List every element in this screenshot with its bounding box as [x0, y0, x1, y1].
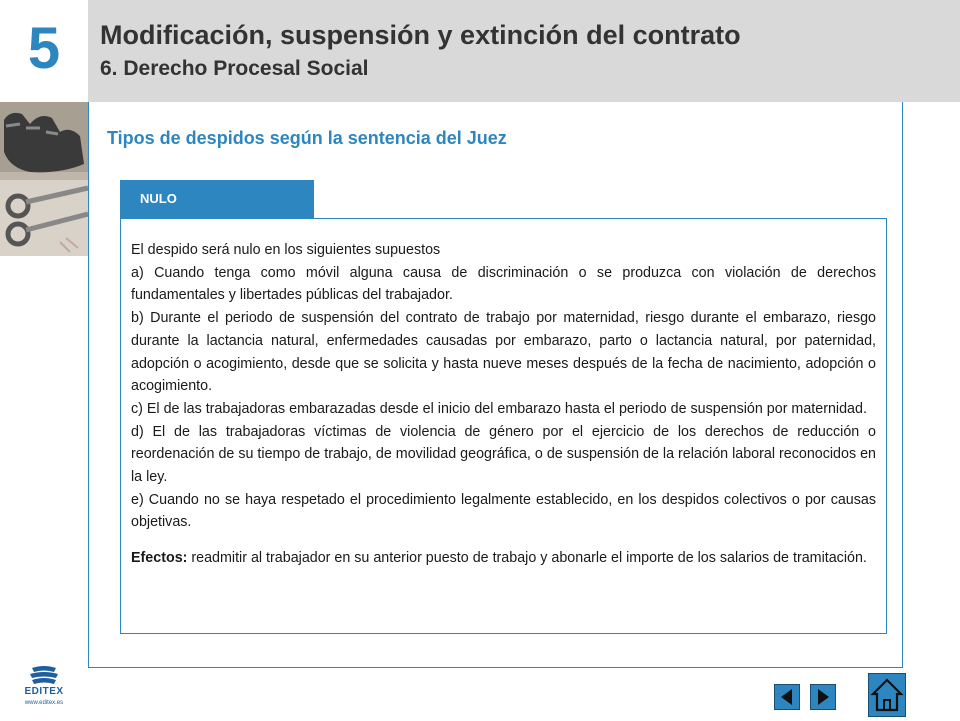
editex-logo-icon [14, 664, 74, 686]
page-subtitle: 6. Derecho Procesal Social [100, 57, 369, 80]
page-title: Modificación, suspensión y extinción del contrato [100, 20, 741, 50]
section-title: Tipos de despidos según la sentencia del Juez [107, 128, 507, 148]
tab-nulo: NULO [120, 180, 314, 218]
item-c: c) El de las trabajadoras embarazadas desde el inicio del embarazo hasta el periodo de suspensión por maternidad. [131, 400, 867, 417]
item-e: e) Cuando no se haya respetado el procedimiento legalmente establecido, en los despidos colectivos o por causas objetivas. [131, 491, 876, 531]
item-d: d) El de las trabajadoras víctimas de violencia de género por el ejercicio de los derechos de reducción o reordenación de su tiempo de trabajo, de movilidad geográfica, o de suspensión de la relación laboral reconocidos en la ley. [131, 423, 876, 486]
hand-scissors-image [0, 102, 88, 256]
effects-paragraph [131, 547, 876, 570]
item-a: a) Cuando tenga como móvil alguna causa de discriminación o se produzca con violación de derechos fundamentales y libertades públicas del trabajador. [131, 264, 876, 304]
logo-url: www.editex.es [24, 700, 64, 706]
home-icon [869, 674, 905, 716]
editex-logo [14, 664, 74, 712]
intro-text: El despido será nulo en los siguientes supuestos [131, 242, 441, 258]
item-b: b) Durante el periodo de suspensión del contrato de trabajo por maternidad, riesgo durante el embarazo, riesgo durante la lactancia natural, enfermedades causadas por embarazo, parto o lactancia natural, por paternidad, adopción o acogimiento, desde que se solicita y hasta nueve meses después de la fecha de nacimiento, adopción o acogimiento. [131, 310, 876, 395]
logo-name: EDITEX [24, 686, 64, 697]
home-button[interactable] [868, 673, 906, 717]
effects-text: readmitir al trabajador en su anterior puesto de trabajo y abonarle el importe de los salarios de tramitación. [187, 550, 867, 567]
chapter-number: 5 [27, 16, 61, 81]
next-button[interactable] [810, 684, 836, 710]
right-arrow-icon [811, 685, 835, 709]
header-band [88, 0, 960, 102]
effects-label: Efectos: [131, 550, 188, 567]
content-panel [120, 218, 887, 634]
prev-button[interactable] [774, 684, 800, 710]
left-arrow-icon [775, 685, 799, 709]
